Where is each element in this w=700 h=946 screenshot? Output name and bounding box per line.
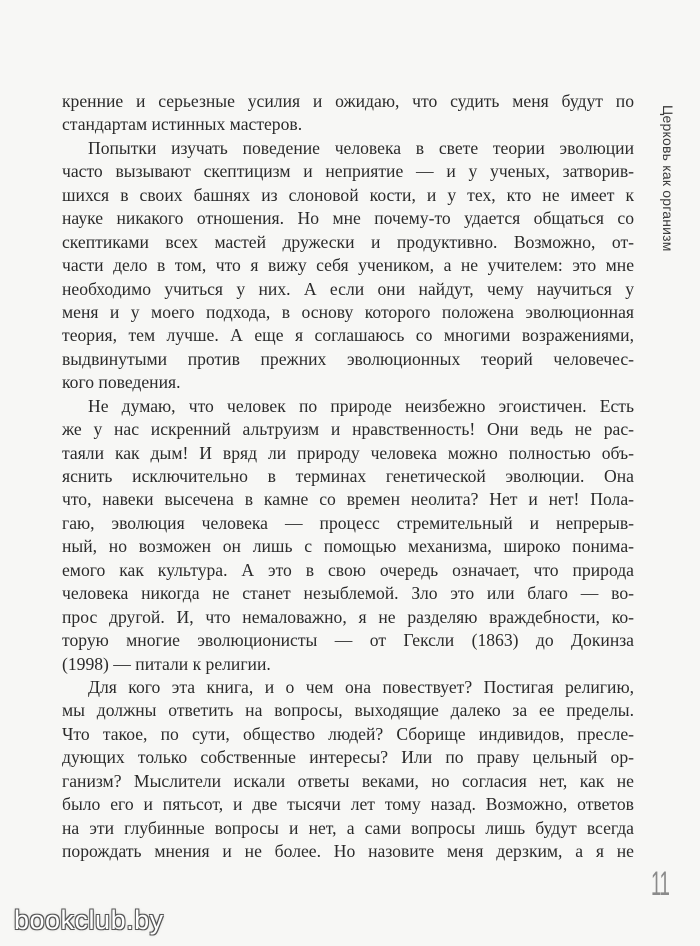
text-line: скептиками всех мастей дружески и продуктивно. Возможно, от-	[62, 231, 634, 252]
text-line: кренние и серьезные усилия и ожидаю, что судить меня будут по	[62, 91, 634, 111]
text-line: необходимо учиться у них. А если они найдут, чему научиться у	[62, 278, 634, 299]
text-line: теория, тем лучше. А еще я соглашаюсь со многими возражениями,	[62, 325, 634, 346]
running-head: Церковь как организм	[660, 105, 676, 252]
text-line: ганизм? Мыслители искали ответы веками, но согласия нет, как не	[62, 770, 634, 791]
text-line: выдвинутыми против прежних эволюционных теорий человечес-	[62, 348, 634, 369]
text-line: емого как культура. А это в свою очередь означает, что природа	[62, 559, 634, 580]
watermark-logo: bookclub.by	[14, 905, 164, 935]
text-line: Не думаю, что человек по природе неизбежно эгоистичен. Есть	[88, 395, 634, 416]
text-line: шихся в своих башнях из слоновой кости, и у тех, кто не имеет к	[62, 184, 634, 205]
text-line: гаю, эволюция человека — процесс стремительный и непрерыв-	[62, 512, 634, 533]
text-line: что, навеки высечена в камне со времен неолита? Нет и нет! Пола-	[62, 489, 634, 510]
text-line: стандартам истинных мастеров.	[62, 114, 303, 135]
text-line: ный, но возможен он лишь с помощью механизма, широко понима-	[62, 536, 634, 557]
text-line: мы должны ответить на вопросы, выходящие далеко за ее пределы.	[62, 700, 634, 721]
text-line: торую многие эволюционисты — от Гексли (1863) до Докинза	[62, 630, 634, 651]
text-line: было его и пятьсот, и две тысячи лет тому назад. Возможно, ответов	[62, 794, 634, 815]
page-number: 11	[651, 865, 670, 903]
body-text	[62, 90, 634, 863]
text-line: науке никакого отношения. Но мне почему-то удается общаться со	[62, 208, 634, 229]
text-line: на эти глубинные вопросы и нет, а сами вопросы лишь будут всегда	[62, 817, 634, 838]
text-line: яснить исключительно в терминах генетической эволюции. Она	[62, 466, 634, 486]
text-line: части дело в том, что я вижу себя учеником, а не учителем: это мне	[62, 255, 634, 276]
text-line: (1998) — питали к религии.	[62, 653, 271, 674]
text-line: часто вызывают скептицизм и неприятие — и у ученых, затворив-	[62, 161, 634, 182]
text-line: Для кого эта книга, и о чем она повествует? Постигая религию,	[88, 676, 634, 697]
text-line: Попытки изучать поведение человека в свете теории эволюции	[88, 137, 634, 158]
text-line: меня и у моего подхода, в основу которого положена эволюционная	[62, 301, 634, 322]
text-line: прос другой. И, что немаловажно, я не разделяю враждебности, ко-	[62, 606, 634, 627]
text-line: человека никогда не станет незыблемой. Зло это или благо — во-	[62, 583, 634, 604]
text-line: же у нас искренний альтруизм и нравственность! Они ведь не рас-	[62, 419, 634, 440]
text-line: кого поведения.	[62, 372, 181, 393]
text-line: Что такое, по сути, общество людей? Сборище индивидов, пресле-	[62, 723, 634, 744]
text-line: дующих только собственные интересы? Или по праву цельный ор-	[62, 747, 634, 768]
text-line: таяли как дым! И вряд ли природу человека можно полностью объ-	[62, 442, 634, 463]
text-line: порождать мнения и не более. Но назовите меня дерзким, а я не	[62, 841, 634, 861]
